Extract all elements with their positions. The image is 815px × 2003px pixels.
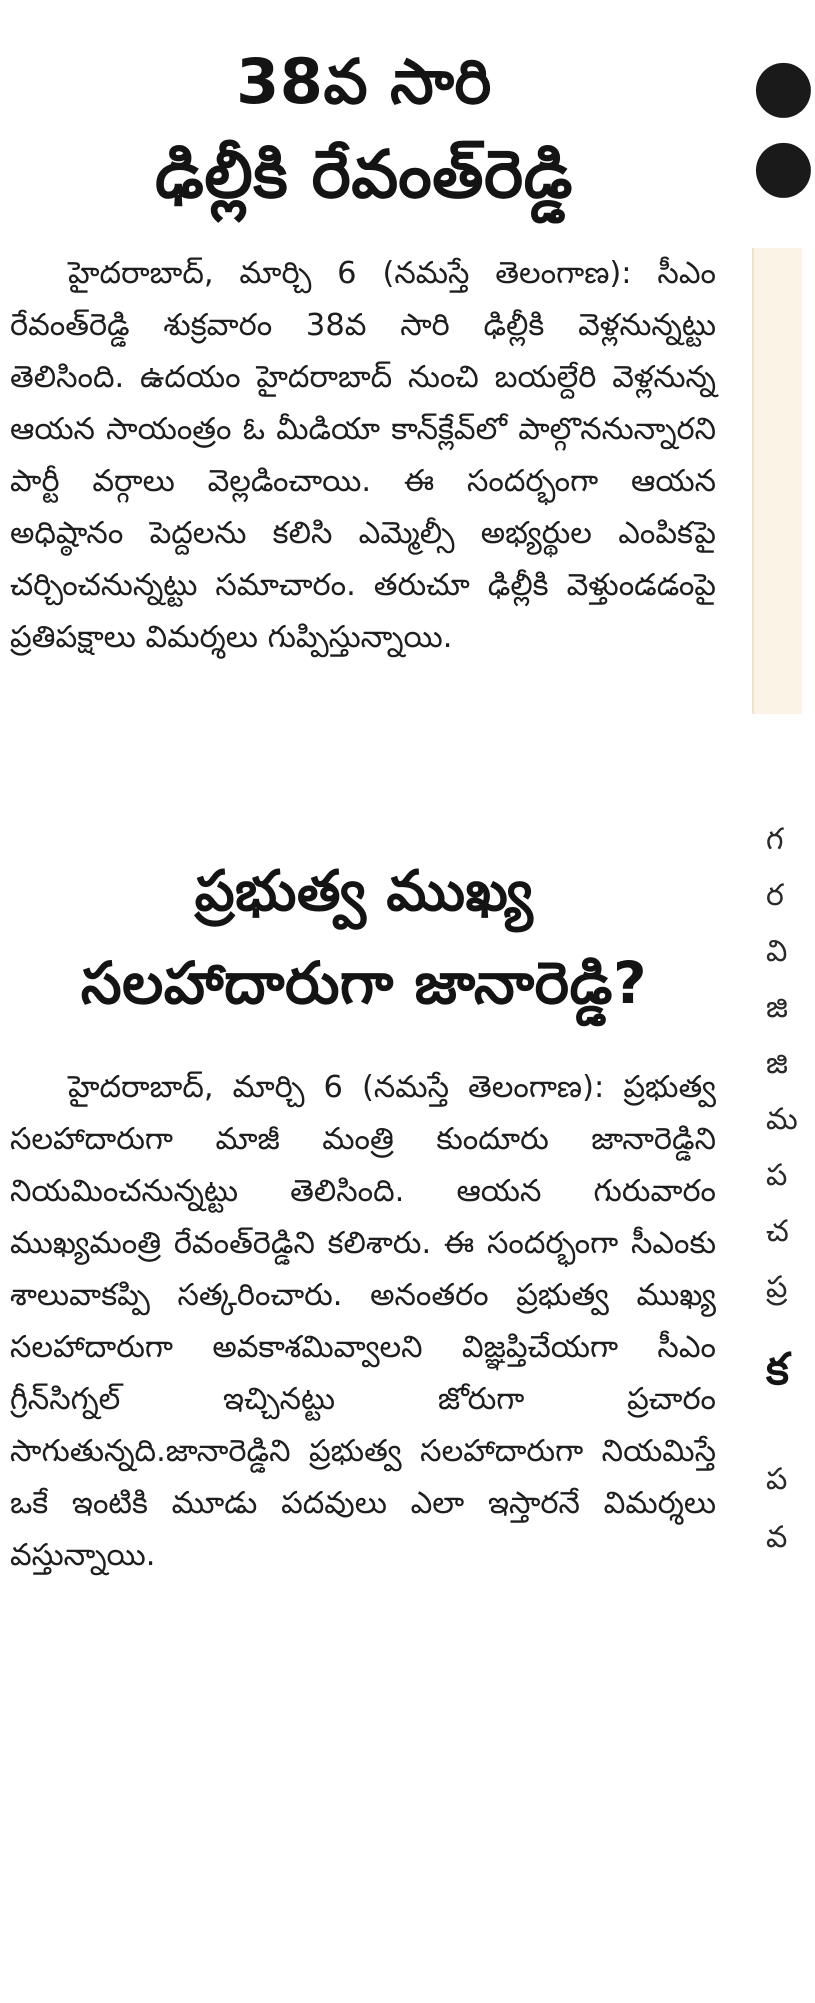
article2-headline-line2: సలహాదారుగా జానారెడ్డి? <box>80 949 648 1017</box>
adjacent-text-fragment: వ <box>766 1520 788 1555</box>
adjacent-text-fragment: ర <box>766 878 784 913</box>
adjacent-text-fragment: ప <box>766 1158 788 1193</box>
adjacent-text-fragment: గ <box>766 822 784 857</box>
adjacent-column-cutoff <box>748 0 815 2003</box>
adjacent-text-fragment: జి <box>766 990 788 1025</box>
main-column <box>8 0 720 2003</box>
adjacent-text-fragment: ప <box>766 1462 788 1497</box>
adjacent-text-fragment: జి <box>766 1046 788 1081</box>
adjacent-headline-fragment-2: ● <box>752 122 815 206</box>
article1-body: హైదరాబాద్‌, మార్చి 6 (నమస్తే తెలంగాణ): సీఎం రేవంత్‌రెడ్డి శుక్రవారం 38వ సారి ఢిల్లీకి వెళ్లనున్నట్టు తెలిసింది. ఉదయం హైదరాబాద్‌ నుంచి బయల్దేరి వెళ్లనున్న ఆయన సాయంత్రం ఓ మీడియా కాన్‌క్లేవ్‌లో పాల్గొననున్నారని పార్టీ వర్గాలు వెల్లడించాయి. ఈ సందర్భంగా ఆయన అధిష్ఠానం పెద్దలను కలిసి ఎమ్మెల్సీ అభ్యర్థుల ఎంపికపై చర్చించనున్నట్టు సమాచారం. తరుచూ ఢిల్లీకి వెళ్తుండడంపై ప్రతిపక్షాలు విమర్శలు గుప్పిస్తున్నాయి. <box>10 256 716 655</box>
adjacent-headline-fragment-1: ● <box>752 42 815 126</box>
adjacent-text-fragment: ప్ర <box>766 1270 788 1305</box>
article2-headline-line1: ప్రభుత్వ ముఖ్య <box>194 859 534 924</box>
adjacent-text-fragment: వి <box>766 934 788 969</box>
article1-headline-line2: ఢిల్లీకి రేవంత్‌రెడ్డి <box>155 136 573 213</box>
adjacent-subhead-fragment: క <box>766 1344 789 1395</box>
adjacent-ad-box <box>752 248 802 714</box>
adjacent-text-fragment: చ <box>766 1214 789 1249</box>
article2-body: హైదరాబాద్‌, మార్చి 6 (నమస్తే తెలంగాణ): ప్రభుత్వ సలహాదారుగా మాజీ మంత్రి కుందూరు జానారెడ్డిని నియమించనున్నట్టు తెలిసింది. ఆయన గురువారం ముఖ్యమంత్రి రేవంత్‌రెడ్డిని కలిశారు. ఈ సందర్భంగా సీఎంకు శాలువాకప్పి సత్కరించారు. అనంతరం ప్రభుత్వ ముఖ్య సలహాదారుగా అవకాశమివ్వాలని విజ్ఞప్తిచేయగా సీఎం గ్రీన్‌సిగ్నల్‌ ఇచ్చినట్టు జోరుగా ప్రచారం సాగుతున్నది.జానారెడ్డిని ప్రభుత్వ సలహాదారుగా నియమిస్తే ఒకే ఇంటికి మూడు పదవులు ఎలా ఇస్తారనే విమర్శలు వస్తున్నాయి. <box>10 1070 716 1573</box>
adjacent-text-fragment: మ <box>766 1102 798 1137</box>
article1-headline-line1: 38వ సారి <box>236 45 492 118</box>
